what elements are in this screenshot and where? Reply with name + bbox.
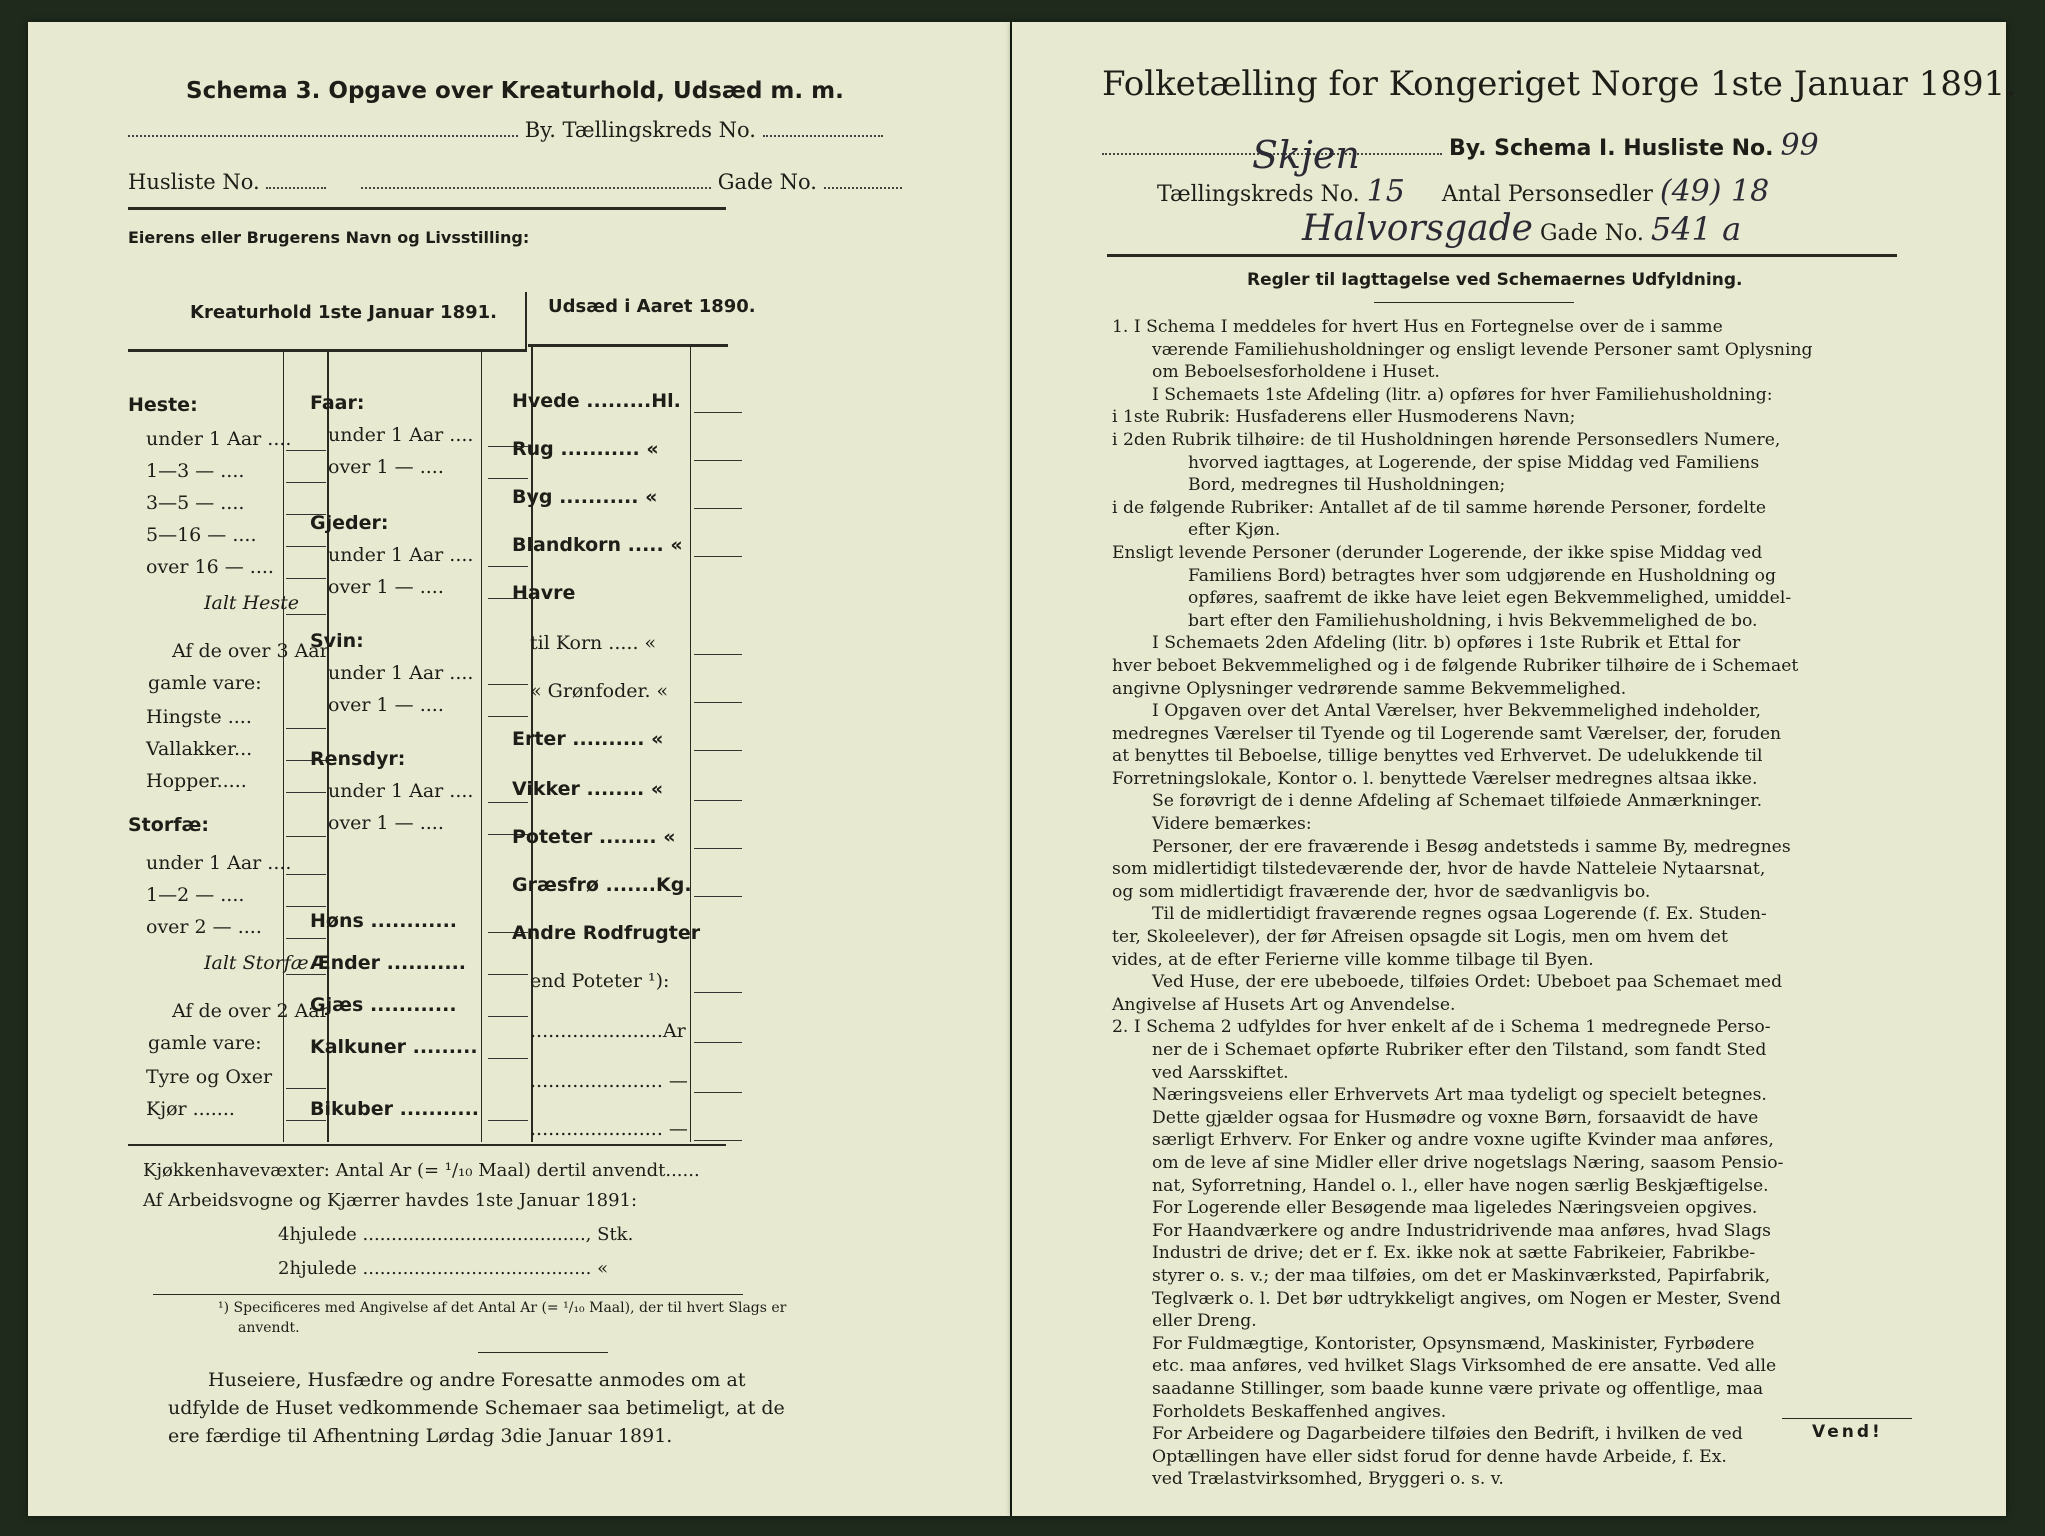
rule-line-10: Ensligt levende Personer (derunder Logerende, der ikke spise Middag ved bbox=[1112, 542, 1763, 563]
col1-row-6: Ialt Heste bbox=[204, 592, 300, 614]
col1-entry-line-20 bbox=[286, 1120, 326, 1121]
col1-entry-line-4 bbox=[286, 546, 326, 547]
antal-value: (49) 18 bbox=[1659, 174, 1770, 209]
rule-line-26: Til de midlertidigt fraværende regnes ogsaa Logerende (f. Ex. Studen- bbox=[1152, 904, 1767, 925]
rule-line-28: vides, at de efter Ferierne ville komme tilbage til Byen. bbox=[1112, 949, 1594, 970]
footnote-2: anvendt. bbox=[238, 1320, 300, 1336]
rule-line-49: For Arbeidere og Dagarbeidere tilføies den Bedrift, i hvilken de ved bbox=[1152, 1424, 1743, 1445]
col3-row-6: « Grønfoder. « bbox=[530, 680, 669, 702]
col3-row-5: til Korn ..... « bbox=[530, 632, 657, 654]
col3-entry-line-10 bbox=[694, 896, 742, 897]
rule-line-4: i 1ste Rubrik: Husfaderens eller Husmoderens Navn; bbox=[1112, 407, 1576, 428]
kreds-line bbox=[1157, 174, 1769, 209]
col3-entry-line-13 bbox=[694, 1042, 742, 1043]
col2-row-11: over 1 — .... bbox=[328, 812, 444, 834]
rule-line-24: som midlertidigt tilstedeværende der, hvor de havde Natteleie Nytaarsnat, bbox=[1112, 859, 1766, 880]
rule-line-40: For Haandværkere og andre Industridrivende maa anføres, hvad Slags bbox=[1152, 1220, 1771, 1241]
rule-line-8: i de følgende Rubriker: Antallet af de til samme hørende Personer, fordelte bbox=[1112, 497, 1767, 518]
kreatur-header: Kreaturhold 1ste Januar 1891. bbox=[190, 302, 497, 323]
rule-line-9: efter Kjøn. bbox=[1188, 520, 1281, 541]
rule-line-29: Ved Huse, der ere ubeboede, tilføies Ordet: Ubeboet paa Schemaet med bbox=[1152, 972, 1783, 993]
col3-entry-line-6 bbox=[694, 702, 742, 703]
kjokken-line: Kjøkkenhavevæxter: Antal Ar (= ¹/₁₀ Maal) dertil anvendt...... bbox=[143, 1160, 700, 1181]
rule-line-34: Næringsveiens eller Erhvervets Art maa tydeligt og specielt betegnes. bbox=[1152, 1085, 1767, 1106]
rule-line-20: Forretningslokale, Kontor o. l. benyttede Værelser medregnes altsaa ikke. bbox=[1112, 768, 1758, 789]
col3-entry-line-3 bbox=[694, 556, 742, 557]
gade-line bbox=[1302, 208, 1741, 249]
by-line bbox=[128, 118, 883, 142]
col1-row-3: 3—5 — .... bbox=[146, 492, 245, 514]
col3-row-7: Erter .......... « bbox=[512, 728, 664, 750]
right-page bbox=[1012, 22, 2017, 1516]
col1-row-16: Ialt Storfæ bbox=[204, 952, 309, 974]
rule-line-46: etc. maa anføres, ved hvilket Slags Virksomhed de ere ansatte. Ved alle bbox=[1152, 1356, 1777, 1377]
rule-line-47: saadanne Stillinger, som baade kunne være private og offentlige, maa bbox=[1152, 1378, 1764, 1399]
col2-row-12: Høns ............ bbox=[310, 910, 458, 932]
husliste-line bbox=[128, 170, 902, 194]
gade-number: 541 a bbox=[1650, 210, 1742, 248]
handwritten-town: Skjen bbox=[1252, 133, 1360, 177]
col1-row-17: Af de over 2 Aar bbox=[172, 1000, 329, 1022]
rule-line-22: Videre bemærkes: bbox=[1152, 814, 1312, 835]
col1-row-8: gamle vare: bbox=[148, 672, 262, 694]
rule-line-31: 2. I Schema 2 udfyldes for hver enkelt af de i Schema 1 medregnede Perso- bbox=[1112, 1017, 1771, 1038]
col1-entry-line-11 bbox=[286, 792, 326, 793]
col2-entry-line-4 bbox=[488, 566, 528, 567]
col3-row-8: Vikker ........ « bbox=[512, 778, 664, 800]
col2-row-0: Faar: bbox=[310, 392, 365, 414]
rule-line-30: Angivelse af Husets Art og Anvendelse. bbox=[1112, 994, 1456, 1015]
col1-row-14: 1—2 — .... bbox=[146, 884, 245, 906]
col1-row-2: 1—3 — .... bbox=[146, 460, 245, 482]
col2-row-14: Gjæs ............ bbox=[310, 994, 457, 1016]
by-schema-line bbox=[1102, 128, 1819, 177]
col3-entry-line-5 bbox=[694, 654, 742, 655]
by-schema-label: By. Schema I. Husliste No. bbox=[1449, 136, 1774, 161]
rule-line-44: eller Dreng. bbox=[1152, 1311, 1257, 1332]
rule-line-15: hver beboet Bekvemmelighed og i de følgende Rubriker tilhøire de i Schemaet bbox=[1112, 655, 1799, 676]
col1-row-12: Storfæ: bbox=[128, 814, 209, 836]
arbeidsvogne-line: Af Arbeidsvogne og Kjærrer havdes 1ste Januar 1891: bbox=[143, 1190, 638, 1211]
col2-entry-line-10 bbox=[488, 802, 528, 803]
col1-row-4: 5—16 — .... bbox=[146, 524, 257, 546]
rule-line-13: bart efter den Familiehusholdning, i hvis Bekvemmelighed de bo. bbox=[1188, 610, 1758, 631]
col1-entry-line-14 bbox=[286, 906, 326, 907]
rules-title: Regler til Iagttagelse ved Schemaernes Udfyldning. bbox=[1247, 270, 1743, 290]
col3-row-12: end Poteter ¹): bbox=[530, 970, 670, 992]
col2-entry-line-13 bbox=[488, 974, 528, 975]
col1-entry-line-2 bbox=[286, 482, 326, 483]
rule-line-19: at benyttes til Beboelse, tillige benyttes ved Erhvervet. De udelukkende til bbox=[1112, 746, 1763, 767]
col2-entry-line-7 bbox=[488, 684, 528, 685]
col1-row-0: Heste: bbox=[128, 394, 198, 416]
col1-row-20: Kjør ....... bbox=[146, 1098, 235, 1120]
col3-row-13: ......................Ar bbox=[530, 1020, 686, 1042]
col1-entry-line-9 bbox=[286, 728, 326, 729]
closing-line-1: Huseiere, Husfædre og andre Foresatte anmodes om at bbox=[208, 1369, 746, 1391]
rule-line-43: Teglværk o. l. Det bør udtrykkeligt angives, om Nogen er Mester, Svend bbox=[1152, 1288, 1781, 1309]
census-title: Folketælling for Kongeriget Norge 1ste Januar 1891. bbox=[1102, 64, 2017, 104]
closing-line-2: udfylde de Huset vedkommende Schemaer saa betimeligt, at de bbox=[168, 1397, 785, 1419]
rule-line-6: hvorved iagttages, at Logerende, der spise Middag ved Familiens bbox=[1188, 452, 1760, 473]
col3-entry-line-12 bbox=[694, 992, 742, 993]
col3-row-3: Blandkorn ..... « bbox=[512, 534, 683, 556]
col2-row-3: Gjeder: bbox=[310, 512, 389, 534]
closing-line-3: ere færdige til Afhentning Lørdag 3die Januar 1891. bbox=[168, 1425, 673, 1447]
col2-entry-line-14 bbox=[488, 1016, 528, 1017]
col3-entry-line-7 bbox=[694, 750, 742, 751]
col2-entry-line-15 bbox=[488, 1058, 528, 1059]
col1-entry-line-6 bbox=[286, 614, 326, 615]
col3-entry-line-15 bbox=[694, 1140, 742, 1141]
col1-row-15: over 2 — .... bbox=[146, 916, 262, 938]
col1-row-10: Vallakker... bbox=[146, 738, 253, 760]
col1-row-9: Hingste .... bbox=[146, 706, 252, 728]
rule-line-48: Forholdets Beskaffenhed angives. bbox=[1152, 1401, 1447, 1422]
col2-entry-line-16 bbox=[488, 1120, 528, 1121]
rule-line-1: værende Familiehusholdninger og ensligt levende Personer samt Oplysning bbox=[1152, 339, 1813, 360]
col3-entry-line-2 bbox=[694, 508, 742, 509]
rule-line-17: I Opgaven over det Antal Værelser, hver Bekvemmelighed indeholder, bbox=[1152, 701, 1761, 722]
vend-label: Vend! bbox=[1812, 1422, 1883, 1442]
kreds-label: Tællingskreds No. bbox=[1157, 182, 1360, 207]
col3-entry-line-1 bbox=[694, 460, 742, 461]
col1-entry-line-19 bbox=[286, 1088, 326, 1089]
col1-row-7: Af de over 3 Aar bbox=[172, 640, 329, 662]
antal-label: Antal Personsedler bbox=[1441, 182, 1653, 207]
rule-line-41: Industri de drive; det er f. Ex. ikke nok at sætte Fabrikeier, Fabrikbe- bbox=[1152, 1243, 1756, 1264]
col2-row-4: under 1 Aar .... bbox=[328, 544, 474, 566]
col2-row-5: over 1 — .... bbox=[328, 576, 444, 598]
rule-line-32: ner de i Schemaet opførte Rubriker efter den Tilstand, som fandt Sted bbox=[1152, 1040, 1767, 1060]
handwritten-street: Halvorsgade bbox=[1302, 208, 1533, 249]
col3-row-2: Byg ........... « bbox=[512, 486, 658, 508]
rule-line-37: om de leve af sine Midler eller drive nogetslags Næring, saasom Pensio- bbox=[1152, 1152, 1784, 1173]
col3-row-4: Havre bbox=[512, 582, 576, 604]
col3-entry-line-9 bbox=[694, 848, 742, 849]
owner-label: Eierens eller Brugerens Navn og Livsstilling: bbox=[128, 228, 530, 247]
col3-entry-line-8 bbox=[694, 800, 742, 801]
rule-line-3: I Schemaets 1ste Afdeling (litr. a) opføres for hver Familiehusholdning: bbox=[1152, 384, 1773, 405]
col2-row-9: Rensdyr: bbox=[310, 748, 406, 770]
col1-entry-line-1 bbox=[286, 450, 326, 451]
rule-line-38: nat, Syforretning, Handel o. l., eller have nogen særlig Beskjæftigelse. bbox=[1152, 1175, 1769, 1196]
col1-row-5: over 16 — .... bbox=[146, 556, 274, 578]
rule-line-23: Personer, der ere fraværende i Besøg andetsteds i samme By, medregnes bbox=[1152, 836, 1791, 857]
rule-line-5: i 2den Rubrik tilhøire: de til Husholdningen hørende Personsedlers Numere, bbox=[1112, 429, 1781, 450]
kreds-number: 15 bbox=[1366, 174, 1405, 209]
col3-entry-line-14 bbox=[694, 1092, 742, 1093]
gade-label: Gade No. bbox=[1539, 221, 1644, 246]
col1-entry-line-12 bbox=[286, 836, 326, 837]
col2-row-16: Bikuber ........... bbox=[310, 1098, 480, 1120]
col1-row-11: Hopper..... bbox=[146, 770, 247, 792]
udsaed-header: Udsæd i Aaret 1890. bbox=[548, 296, 756, 317]
rule-line-16: angivne Oplysninger vedrørende samme Bekvemmelighed. bbox=[1112, 678, 1627, 699]
col1-entry-line-16 bbox=[286, 974, 326, 975]
rule-line-25: og som midlertidigt fraværende der, hvor de sædvanligvis bo. bbox=[1112, 881, 1651, 902]
footnote: ¹) Specificeres med Angivelse af det Antal Ar (= ¹/₁₀ Maal), der til hvert Slags er bbox=[218, 1300, 787, 1316]
col3-entry-line-0 bbox=[694, 412, 742, 413]
rule-line-36: særligt Erhverv. For Enker og andre voxne ugifte Kvinder maa anføres, bbox=[1152, 1130, 1774, 1151]
col1-entry-line-13 bbox=[286, 874, 326, 875]
rule-line-11: Familiens Bord) betragtes hver som udgjørende en Husholdning og bbox=[1188, 565, 1776, 586]
col2-row-7: under 1 Aar .... bbox=[328, 662, 474, 684]
rule-line-0: 1. I Schema I meddeles for hvert Hus en Fortegnelse over de i samme bbox=[1112, 317, 1723, 337]
col1-entry-line-5 bbox=[286, 578, 326, 579]
col3-row-10: Græsfrø .......Kg. bbox=[512, 874, 692, 896]
rule-line-14: I Schemaets 2den Afdeling (litr. b) opføres i 1ste Rubrik et Ettal for bbox=[1152, 633, 1741, 654]
col1-row-19: Tyre og Oxer bbox=[146, 1066, 273, 1088]
col3-row-14: ...................... — bbox=[530, 1070, 688, 1092]
rule-line-51: ved Trælastvirksomhed, Bryggeri o. s. v. bbox=[1152, 1469, 1504, 1490]
rule-line-33: ved Aarsskiftet. bbox=[1152, 1062, 1289, 1083]
left-page bbox=[28, 22, 1010, 1516]
rule-line-39: For Logerende eller Besøgende maa ligeledes Næringsveien opgives. bbox=[1152, 1198, 1758, 1219]
col2-row-15: Kalkuner ......... bbox=[310, 1036, 478, 1058]
closing-text bbox=[168, 1366, 785, 1450]
col2-row-8: over 1 — .... bbox=[328, 694, 444, 716]
col2-row-10: under 1 Aar .... bbox=[328, 780, 474, 802]
col2-entry-line-8 bbox=[488, 716, 528, 717]
schema-title: Schema 3. Opgave over Kreaturhold, Udsæd m. m. bbox=[186, 78, 844, 104]
rule-line-27: ter, Skoleelever), der før Afreisen opsagde sit Logis, men om hvem det bbox=[1112, 927, 1728, 948]
col2-row-2: over 1 — .... bbox=[328, 456, 444, 478]
rule-line-7: Bord, medregnes til Husholdningen; bbox=[1188, 475, 1506, 496]
husliste-number: 99 bbox=[1780, 128, 1819, 163]
fourwheel-line: 4hjulede ......................................., Stk. bbox=[278, 1224, 634, 1245]
col2-row-13: Ænder ........... bbox=[310, 952, 467, 974]
col3-row-15: ...................... — bbox=[530, 1118, 688, 1140]
col1-row-18: gamle vare: bbox=[148, 1032, 262, 1054]
col2-row-1: under 1 Aar .... bbox=[328, 424, 474, 446]
col3-row-11: Andre Rodfrugter bbox=[512, 922, 701, 944]
rule-line-12: opføres, saafremt de ikke have leiet egen Bekvemmelighed, umiddel- bbox=[1188, 588, 1792, 609]
gade-label: Gade No. bbox=[717, 170, 817, 194]
col2-entry-line-2 bbox=[488, 478, 528, 479]
col3-row-9: Poteter ........ « bbox=[512, 826, 676, 848]
rule-line-35: Dette gjælder ogsaa for Husmødre og voxne Børn, forsaavidt de have bbox=[1152, 1107, 1759, 1128]
rule-line-2: om Beboelsesforholdene i Huset. bbox=[1152, 362, 1440, 383]
rule-line-50: Optællingen have eller sidst forud for denne havde Arbeide, f. Ex. bbox=[1152, 1446, 1727, 1467]
col1-entry-line-15 bbox=[286, 938, 326, 939]
rule-line-42: styrer o. s. v.; der maa tilføies, om det er Maskinværksted, Papirfabrik, bbox=[1152, 1265, 1771, 1286]
col1-row-1: under 1 Aar .... bbox=[146, 428, 292, 450]
twowheel-line: 2hjulede ........................................ « bbox=[278, 1258, 609, 1279]
husliste-label: Husliste No. bbox=[128, 170, 260, 194]
rule-line-18: medregnes Værelser til Tyende og til Logerende samt Værelser, der, foruden bbox=[1112, 723, 1782, 744]
col3-row-0: Hvede .........Hl. bbox=[512, 390, 681, 412]
by-label: By. Tællingskreds No. bbox=[524, 118, 756, 142]
rules-text bbox=[1112, 316, 1813, 1491]
rule-line-45: For Fuldmægtige, Kontorister, Opsynsmænd, Maskinister, Fyrbødere bbox=[1152, 1333, 1755, 1354]
col2-row-6: Svin: bbox=[310, 630, 364, 652]
rule-line-21: Se forøvrigt de i denne Afdeling af Schemaet tilføiede Anmærkninger. bbox=[1152, 791, 1763, 812]
col3-row-1: Rug ........... « bbox=[512, 438, 659, 460]
col1-row-13: under 1 Aar .... bbox=[146, 852, 292, 874]
